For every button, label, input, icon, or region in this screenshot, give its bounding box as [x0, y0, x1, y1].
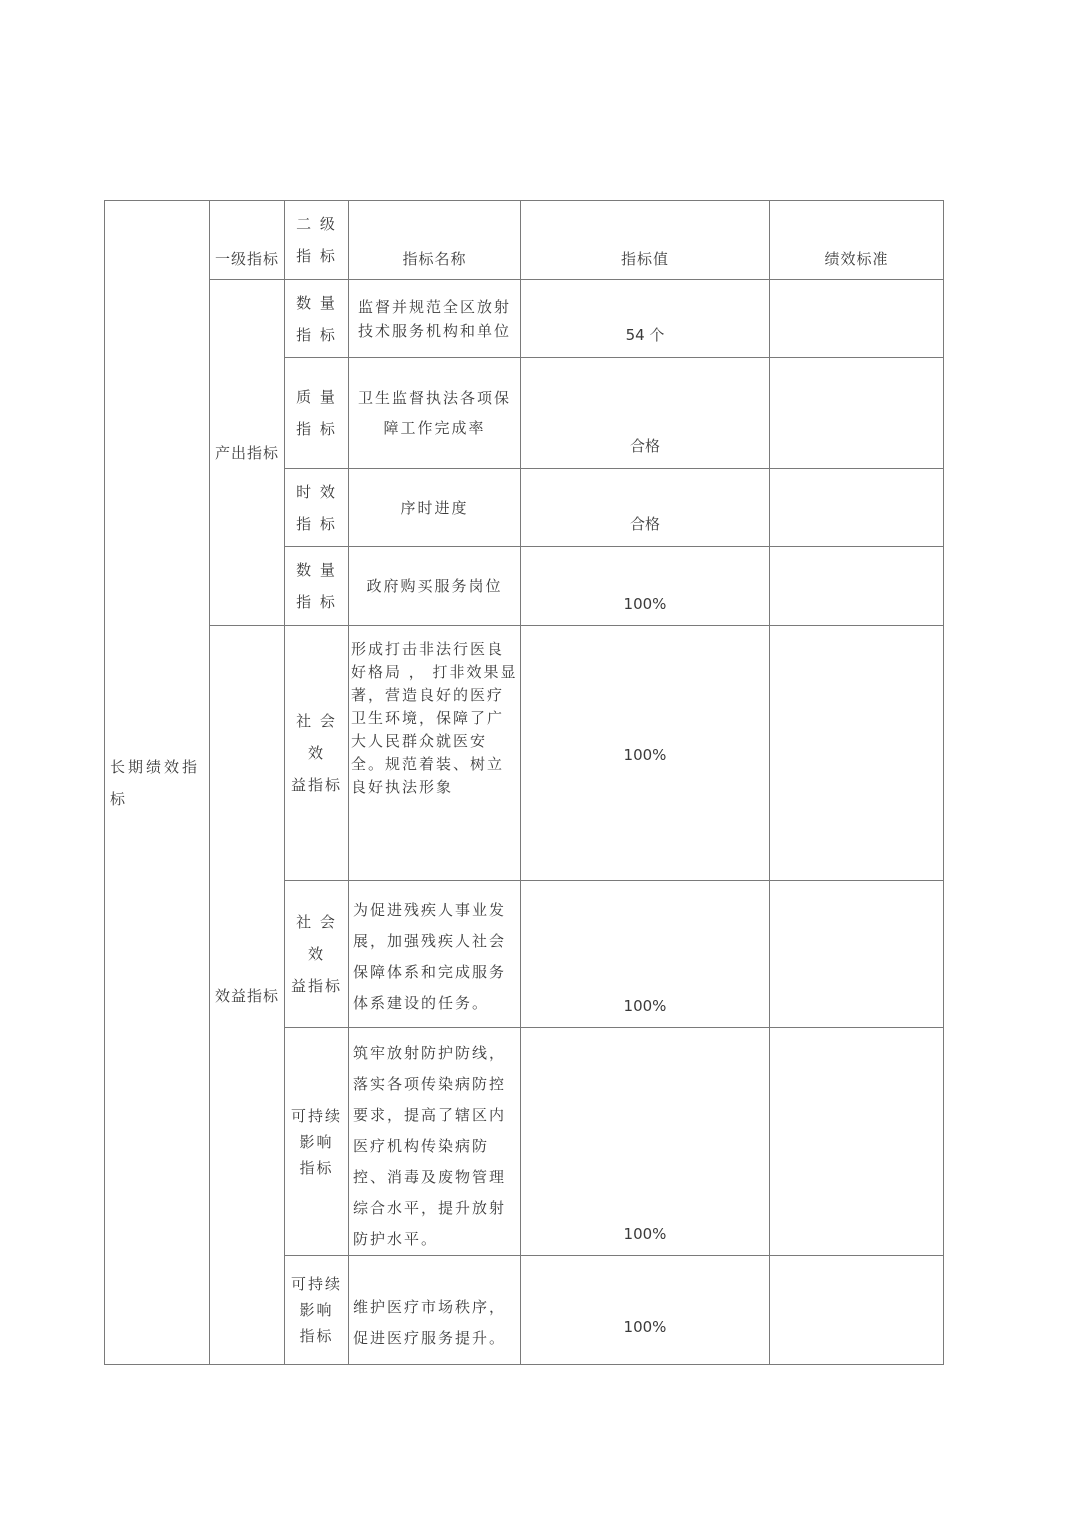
level2-cell: 社 会 效 益指标	[285, 626, 349, 881]
level2-cell: 数 量 指 标	[285, 547, 349, 626]
performance-indicator-table	[104, 200, 944, 1365]
table-row	[105, 626, 944, 881]
performance-standard	[770, 626, 944, 881]
header-value: 指标值	[521, 201, 770, 280]
level2-cell: 可持续 影响 指标	[285, 1256, 349, 1365]
level2-cell: 社 会 效 益指标	[285, 881, 349, 1028]
indicator-value: 100%	[521, 547, 770, 626]
level2-cell: 质 量 指 标	[285, 358, 349, 469]
group-benefit: 效益指标	[210, 626, 285, 1365]
indicator-value: 100%	[521, 881, 770, 1028]
indicator-value: 100%	[521, 1256, 770, 1365]
indicator-name: 形成打击非法行医良好格局 ， 打非效果显著，营造良好的医疗卫生环境，保障了广大人民群众就医安全。规范着装、树立良好执法形象	[349, 626, 521, 881]
indicator-name: 监督并规范全区放射技术服务机构和单位	[349, 280, 521, 358]
performance-standard	[770, 547, 944, 626]
indicator-value: 100%	[521, 626, 770, 881]
performance-standard	[770, 1256, 944, 1365]
header-name: 指标名称	[349, 201, 521, 280]
indicator-value: 合格	[521, 358, 770, 469]
long-term-label: 长期绩效指标	[110, 757, 201, 808]
level2-cell: 时 效 指 标	[285, 469, 349, 547]
performance-standard	[770, 358, 944, 469]
table-row	[105, 280, 944, 358]
header-standard: 绩效标准	[770, 201, 944, 280]
performance-standard	[770, 1028, 944, 1256]
header-row	[105, 201, 944, 280]
level2-cell: 可持续 影响 指标	[285, 1028, 349, 1256]
indicator-name: 政府购买服务岗位	[349, 547, 521, 626]
indicator-value: 合格	[521, 469, 770, 547]
indicator-name: 维护医疗市场秩序，促进医疗服务提升。	[349, 1256, 521, 1365]
performance-standard	[770, 469, 944, 547]
header-level1: 一级指标	[210, 201, 285, 280]
indicator-name: 为促进残疾人事业发展，加强残疾人社会保障体系和完成服务体系建设的任务。	[349, 881, 521, 1028]
group-output: 产出指标	[210, 280, 285, 626]
performance-standard	[770, 881, 944, 1028]
indicator-value: 54 个	[521, 280, 770, 358]
level2-cell: 数 量 指 标	[285, 280, 349, 358]
indicator-name: 卫生监督执法各项保障工作完成率	[349, 358, 521, 469]
indicator-name: 序时进度	[349, 469, 521, 547]
performance-standard	[770, 280, 944, 358]
indicator-value: 100%	[521, 1028, 770, 1256]
long-term-indicator-cell	[105, 201, 210, 1365]
indicator-name: 筑牢放射防护防线，落实各项传染病防控要求，提高了辖区内医疗机构传染病防控、消毒及废物管理综合水平，提升放射防护水平。	[349, 1028, 521, 1256]
header-level2: 二 级 指 标	[285, 201, 349, 280]
